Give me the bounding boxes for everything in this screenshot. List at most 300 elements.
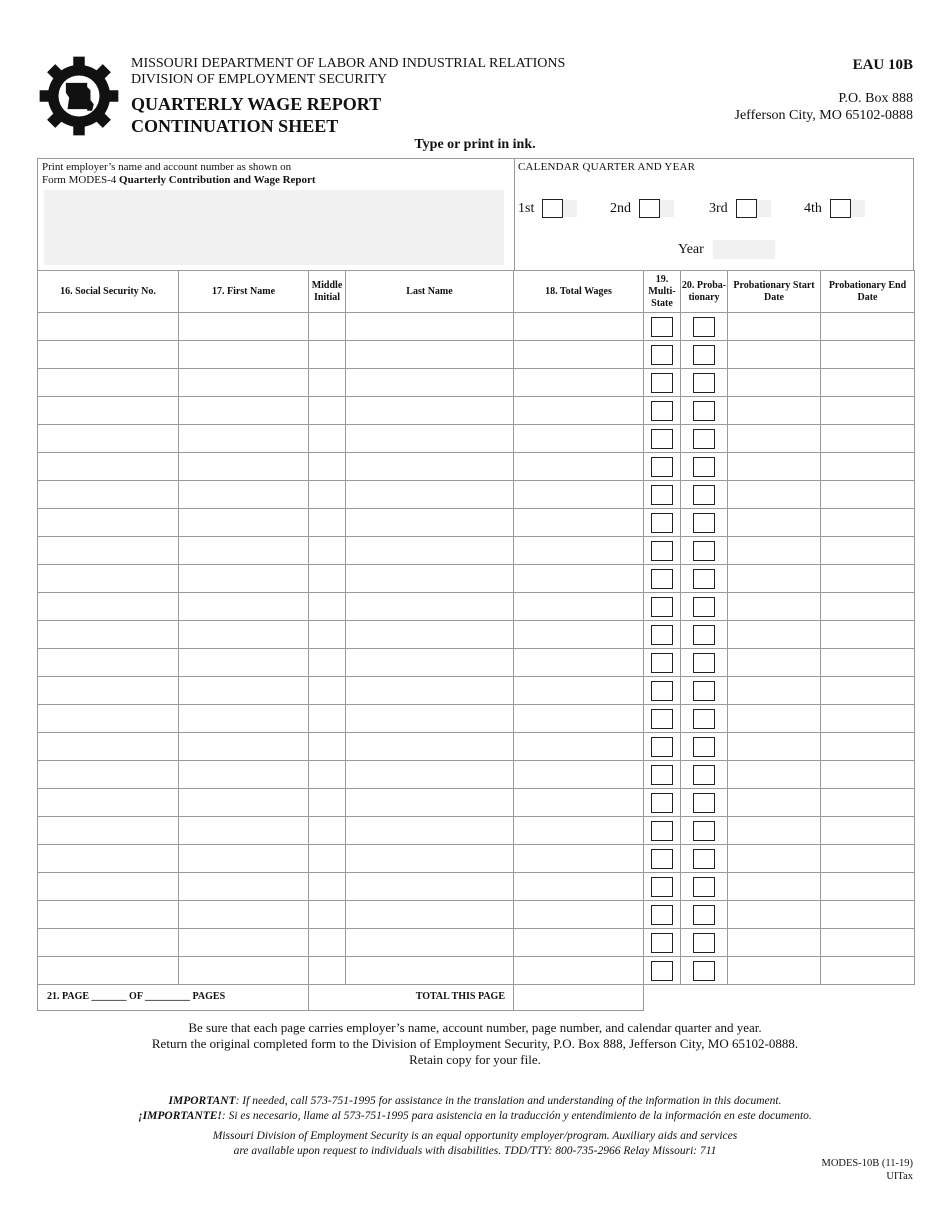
table-row <box>38 845 915 873</box>
ssn-cell[interactable] <box>38 677 179 705</box>
first-name-cell[interactable] <box>179 677 309 705</box>
probationary-cell[interactable] <box>681 369 728 397</box>
table-row <box>38 817 915 845</box>
probationary-cell[interactable] <box>681 761 728 789</box>
multi-state-cell[interactable] <box>644 341 681 369</box>
important-notice: IMPORTANT: If needed, call 573-751-1995 for assistance in the translation and understanding of the information in this document. ¡IMPORTANTE!: Si es necesario, llame al 573-751-1995 para asistencia en la traducción y entendimiento de la información en este documento. <box>138 1095 812 1122</box>
prob-end-date-cell[interactable] <box>821 649 915 677</box>
ssn-cell[interactable] <box>38 537 179 565</box>
prob-end-date-cell[interactable] <box>821 957 915 985</box>
first-name-cell[interactable] <box>179 817 309 845</box>
prob-end-date-cell[interactable] <box>821 677 915 705</box>
multi-state-cell[interactable] <box>644 397 681 425</box>
quarter-4th-checkbox[interactable] <box>830 199 851 218</box>
middle-initial-cell[interactable] <box>309 313 346 341</box>
middle-initial-cell[interactable] <box>309 789 346 817</box>
middle-initial-cell[interactable] <box>309 537 346 565</box>
prob-start-date-cell[interactable] <box>728 397 821 425</box>
table-row <box>38 649 915 677</box>
middle-initial-cell[interactable] <box>309 453 346 481</box>
probationary-checkbox[interactable] <box>693 737 715 757</box>
total-wages-cell[interactable] <box>514 481 644 509</box>
middle-initial-cell[interactable] <box>309 397 346 425</box>
first-name-cell[interactable] <box>179 957 309 985</box>
ssn-cell[interactable] <box>38 341 179 369</box>
probationary-cell[interactable] <box>681 509 728 537</box>
probationary-checkbox[interactable] <box>693 345 715 365</box>
last-name-cell[interactable] <box>346 565 514 593</box>
middle-initial-cell[interactable] <box>309 677 346 705</box>
ssn-cell[interactable] <box>38 705 179 733</box>
total-wages-cell[interactable] <box>514 677 644 705</box>
employer-name-account-field[interactable] <box>44 190 504 265</box>
probationary-cell[interactable] <box>681 789 728 817</box>
table-row <box>38 677 915 705</box>
probationary-cell[interactable] <box>681 705 728 733</box>
total-wages-cell[interactable] <box>514 397 644 425</box>
probationary-cell[interactable] <box>681 313 728 341</box>
middle-initial-cell[interactable] <box>309 509 346 537</box>
total-wages-cell[interactable] <box>514 817 644 845</box>
first-name-cell[interactable] <box>179 537 309 565</box>
employer-instruction: Print employer’s name and account number as shown on Form MODES-4 Quarterly Contribution and Wage Report <box>42 161 316 186</box>
prob-end-date-cell[interactable] <box>821 705 915 733</box>
last-name-cell[interactable] <box>346 313 514 341</box>
last-name-cell[interactable] <box>346 621 514 649</box>
prob-start-date-cell[interactable] <box>728 481 821 509</box>
first-name-cell[interactable] <box>179 789 309 817</box>
multi-state-checkbox[interactable] <box>651 401 673 421</box>
prob-start-date-cell[interactable] <box>728 957 821 985</box>
last-name-cell[interactable] <box>346 733 514 761</box>
last-name-cell[interactable] <box>346 509 514 537</box>
ssn-cell[interactable] <box>38 929 179 957</box>
total-wages-cell[interactable] <box>514 873 644 901</box>
table-row <box>38 537 915 565</box>
middle-initial-cell[interactable] <box>309 425 346 453</box>
multi-state-checkbox[interactable] <box>651 737 673 757</box>
middle-initial-cell[interactable] <box>309 873 346 901</box>
first-name-cell[interactable] <box>179 369 309 397</box>
total-wages-cell[interactable] <box>514 845 644 873</box>
ssn-cell[interactable] <box>38 453 179 481</box>
probationary-checkbox[interactable] <box>693 653 715 673</box>
prob-start-date-cell[interactable] <box>728 817 821 845</box>
prob-end-date-cell[interactable] <box>821 817 915 845</box>
prob-start-date-cell[interactable] <box>728 677 821 705</box>
ssn-cell[interactable] <box>38 369 179 397</box>
prob-end-date-cell[interactable] <box>821 845 915 873</box>
middle-initial-cell[interactable] <box>309 705 346 733</box>
ssn-cell[interactable] <box>38 621 179 649</box>
table-row <box>38 565 915 593</box>
prob-start-date-cell[interactable] <box>728 845 821 873</box>
probationary-checkbox[interactable] <box>693 541 715 561</box>
quarter-3rd-option[interactable]: 3rd <box>709 199 771 218</box>
first-name-cell[interactable] <box>179 761 309 789</box>
multi-state-cell[interactable] <box>644 537 681 565</box>
prob-start-date-cell[interactable] <box>728 565 821 593</box>
ssn-cell[interactable] <box>38 957 179 985</box>
prob-end-date-cell[interactable] <box>821 761 915 789</box>
multi-state-checkbox[interactable] <box>651 821 673 841</box>
multi-state-checkbox[interactable] <box>651 373 673 393</box>
middle-initial-cell[interactable] <box>309 957 346 985</box>
prob-start-date-cell[interactable] <box>728 873 821 901</box>
multi-state-cell[interactable] <box>644 957 681 985</box>
middle-initial-cell[interactable] <box>309 761 346 789</box>
prob-start-date-cell[interactable] <box>728 313 821 341</box>
multi-state-checkbox[interactable] <box>651 317 673 337</box>
last-name-cell[interactable] <box>346 537 514 565</box>
prob-start-date-cell[interactable] <box>728 901 821 929</box>
multi-state-cell[interactable] <box>644 789 681 817</box>
ssn-cell[interactable] <box>38 593 179 621</box>
multi-state-cell[interactable] <box>644 705 681 733</box>
last-name-cell[interactable] <box>346 481 514 509</box>
quarter-1st-option[interactable]: 1st <box>518 199 577 218</box>
multi-state-cell[interactable] <box>644 733 681 761</box>
prob-start-date-cell[interactable] <box>728 425 821 453</box>
first-name-cell[interactable] <box>179 341 309 369</box>
total-wages-cell[interactable] <box>514 369 644 397</box>
multi-state-cell[interactable] <box>644 649 681 677</box>
probationary-checkbox[interactable] <box>693 429 715 449</box>
multi-state-checkbox[interactable] <box>651 793 673 813</box>
total-wages-cell[interactable] <box>514 313 644 341</box>
probationary-checkbox[interactable] <box>693 401 715 421</box>
probationary-checkbox[interactable] <box>693 373 715 393</box>
multi-state-cell[interactable] <box>644 901 681 929</box>
multi-state-cell[interactable] <box>644 453 681 481</box>
middle-initial-cell[interactable] <box>309 565 346 593</box>
probationary-cell[interactable] <box>681 929 728 957</box>
prob-end-date-cell[interactable] <box>821 341 915 369</box>
multi-state-checkbox[interactable] <box>651 933 673 953</box>
prob-start-date-cell[interactable] <box>728 453 821 481</box>
probationary-checkbox[interactable] <box>693 709 715 729</box>
middle-initial-cell[interactable] <box>309 733 346 761</box>
table-row <box>38 593 915 621</box>
last-name-cell[interactable] <box>346 453 514 481</box>
ssn-cell[interactable] <box>38 761 179 789</box>
prob-start-date-cell[interactable] <box>728 789 821 817</box>
division-name: DIVISION OF EMPLOYMENT SECURITY <box>131 72 388 87</box>
prob-end-date-cell[interactable] <box>821 313 915 341</box>
multi-state-checkbox[interactable] <box>651 961 673 981</box>
probationary-cell[interactable] <box>681 621 728 649</box>
multi-state-cell[interactable] <box>644 873 681 901</box>
last-name-cell[interactable] <box>346 901 514 929</box>
multi-state-checkbox[interactable] <box>651 541 673 561</box>
ssn-cell[interactable] <box>38 817 179 845</box>
middle-initial-cell[interactable] <box>309 341 346 369</box>
middle-initial-cell[interactable] <box>309 929 346 957</box>
multi-state-cell[interactable] <box>644 817 681 845</box>
ssn-cell[interactable] <box>38 425 179 453</box>
first-name-cell[interactable] <box>179 929 309 957</box>
year-input[interactable] <box>713 240 775 259</box>
probationary-checkbox[interactable] <box>693 317 715 337</box>
total-wages-cell[interactable] <box>514 733 644 761</box>
quarter-1st-checkbox[interactable] <box>542 199 563 218</box>
middle-initial-cell[interactable] <box>309 845 346 873</box>
multi-state-checkbox[interactable] <box>651 905 673 925</box>
last-name-cell[interactable] <box>346 341 514 369</box>
multi-state-cell[interactable] <box>644 761 681 789</box>
col-first-name: 17. First Name <box>179 271 309 313</box>
total-wages-cell[interactable] <box>514 341 644 369</box>
last-name-cell[interactable] <box>346 761 514 789</box>
probationary-cell[interactable] <box>681 733 728 761</box>
probationary-cell[interactable] <box>681 873 728 901</box>
last-name-cell[interactable] <box>346 789 514 817</box>
quarter-4th-option[interactable]: 4th <box>804 199 865 218</box>
ssn-cell[interactable] <box>38 733 179 761</box>
first-name-cell[interactable] <box>179 509 309 537</box>
probationary-checkbox[interactable] <box>693 513 715 533</box>
probationary-checkbox[interactable] <box>693 485 715 505</box>
wage-table-body <box>38 313 915 985</box>
first-name-cell[interactable] <box>179 313 309 341</box>
first-name-cell[interactable] <box>179 481 309 509</box>
prob-start-date-cell[interactable] <box>728 537 821 565</box>
multi-state-checkbox[interactable] <box>651 513 673 533</box>
ssn-cell[interactable] <box>38 481 179 509</box>
middle-initial-cell[interactable] <box>309 621 346 649</box>
ssn-cell[interactable] <box>38 509 179 537</box>
quarter-2nd-option[interactable]: 2nd <box>610 199 674 218</box>
ssn-cell[interactable] <box>38 873 179 901</box>
prob-start-date-cell[interactable] <box>728 649 821 677</box>
first-name-cell[interactable] <box>179 565 309 593</box>
probationary-cell[interactable] <box>681 845 728 873</box>
first-name-cell[interactable] <box>179 397 309 425</box>
probationary-cell[interactable] <box>681 341 728 369</box>
ssn-cell[interactable] <box>38 313 179 341</box>
multi-state-checkbox[interactable] <box>651 709 673 729</box>
probationary-cell[interactable] <box>681 901 728 929</box>
last-name-cell[interactable] <box>346 425 514 453</box>
quarter-2nd-checkbox[interactable] <box>639 199 660 218</box>
ssn-cell[interactable] <box>38 845 179 873</box>
last-name-cell[interactable] <box>346 705 514 733</box>
prob-start-date-cell[interactable] <box>728 593 821 621</box>
probationary-checkbox[interactable] <box>693 905 715 925</box>
probationary-checkbox[interactable] <box>693 793 715 813</box>
prob-end-date-cell[interactable] <box>821 453 915 481</box>
total-wages-cell[interactable] <box>514 537 644 565</box>
ssn-cell[interactable] <box>38 649 179 677</box>
quarter-3rd-checkbox[interactable] <box>736 199 757 218</box>
employer-quarter-section <box>37 158 914 271</box>
multi-state-cell[interactable] <box>644 425 681 453</box>
first-name-cell[interactable] <box>179 733 309 761</box>
multi-state-checkbox[interactable] <box>651 457 673 477</box>
middle-initial-cell[interactable] <box>309 901 346 929</box>
probationary-checkbox[interactable] <box>693 877 715 897</box>
middle-initial-cell[interactable] <box>309 649 346 677</box>
total-wages-cell[interactable] <box>514 929 644 957</box>
prob-end-date-cell[interactable] <box>821 621 915 649</box>
probationary-cell[interactable] <box>681 957 728 985</box>
total-wages-cell[interactable] <box>514 761 644 789</box>
prob-end-date-cell[interactable] <box>821 397 915 425</box>
multi-state-checkbox[interactable] <box>651 569 673 589</box>
multi-state-checkbox[interactable] <box>651 485 673 505</box>
multi-state-cell[interactable] <box>644 929 681 957</box>
prob-start-date-cell[interactable] <box>728 509 821 537</box>
first-name-cell[interactable] <box>179 425 309 453</box>
first-name-cell[interactable] <box>179 901 309 929</box>
multi-state-checkbox[interactable] <box>651 653 673 673</box>
last-name-cell[interactable] <box>346 957 514 985</box>
prob-end-date-cell[interactable] <box>821 929 915 957</box>
probationary-cell[interactable] <box>681 537 728 565</box>
prob-end-date-cell[interactable] <box>821 509 915 537</box>
prob-start-date-cell[interactable] <box>728 733 821 761</box>
multi-state-checkbox[interactable] <box>651 681 673 701</box>
probationary-cell[interactable] <box>681 425 728 453</box>
probationary-checkbox[interactable] <box>693 765 715 785</box>
multi-state-checkbox[interactable] <box>651 625 673 645</box>
col-prob-start-date: Probationary Start Date <box>728 271 821 313</box>
probationary-checkbox[interactable] <box>693 961 715 981</box>
multi-state-cell[interactable] <box>644 369 681 397</box>
prob-end-date-cell[interactable] <box>821 369 915 397</box>
probationary-checkbox[interactable] <box>693 849 715 869</box>
submission-notes: Be sure that each page carries employer’s name, account number, page number, and calendar quarter and year. Return the original completed form to the Division of Employment Security, P.O. Box 888, Jefferson City, MO 65102-0888. Retain copy for your file. <box>151 1020 799 1067</box>
multi-state-checkbox[interactable] <box>651 345 673 365</box>
last-name-cell[interactable] <box>346 397 514 425</box>
middle-initial-cell[interactable] <box>309 817 346 845</box>
total-wages-cell[interactable] <box>514 453 644 481</box>
multi-state-cell[interactable] <box>644 481 681 509</box>
last-name-cell[interactable] <box>346 369 514 397</box>
multi-state-cell[interactable] <box>644 565 681 593</box>
prob-start-date-cell[interactable] <box>728 705 821 733</box>
probationary-cell[interactable] <box>681 481 728 509</box>
prob-start-date-cell[interactable] <box>728 761 821 789</box>
multi-state-checkbox[interactable] <box>651 597 673 617</box>
total-wages-cell[interactable] <box>514 593 644 621</box>
first-name-cell[interactable] <box>179 845 309 873</box>
first-name-cell[interactable] <box>179 705 309 733</box>
last-name-cell[interactable] <box>346 845 514 873</box>
probationary-checkbox[interactable] <box>693 625 715 645</box>
prob-start-date-cell[interactable] <box>728 621 821 649</box>
ssn-cell[interactable] <box>38 397 179 425</box>
first-name-cell[interactable] <box>179 621 309 649</box>
total-wages-cell[interactable] <box>514 789 644 817</box>
prob-start-date-cell[interactable] <box>728 369 821 397</box>
prob-end-date-cell[interactable] <box>821 733 915 761</box>
multi-state-checkbox[interactable] <box>651 877 673 897</box>
total-wages-cell[interactable] <box>514 509 644 537</box>
prob-end-date-cell[interactable] <box>821 537 915 565</box>
ssn-cell[interactable] <box>38 789 179 817</box>
total-this-page-field[interactable] <box>513 983 644 1011</box>
col-total-wages: 18. Total Wages <box>514 271 644 313</box>
ssn-cell[interactable] <box>38 565 179 593</box>
middle-initial-cell[interactable] <box>309 481 346 509</box>
probationary-checkbox[interactable] <box>693 933 715 953</box>
prob-end-date-cell[interactable] <box>821 789 915 817</box>
total-wages-cell[interactable] <box>514 649 644 677</box>
multi-state-cell[interactable] <box>644 845 681 873</box>
prob-end-date-cell[interactable] <box>821 901 915 929</box>
multi-state-cell[interactable] <box>644 621 681 649</box>
last-name-cell[interactable] <box>346 929 514 957</box>
total-this-page-label: TOTAL THIS PAGE <box>308 983 514 1011</box>
col-middle-initial: Middle Initial <box>309 271 346 313</box>
page-count-field[interactable]: 21. PAGE _______ OF _________ PAGES <box>37 983 309 1011</box>
probationary-cell[interactable] <box>681 593 728 621</box>
probationary-checkbox[interactable] <box>693 457 715 477</box>
probationary-checkbox[interactable] <box>693 569 715 589</box>
multi-state-cell[interactable] <box>644 313 681 341</box>
equal-opportunity-statement: Missouri Division of Employment Security is an equal opportunity employer/program. Auxiliary aids and services are available upon request to individuals with disabilities. TDD/TTY: 800-735-2966 Relay Missouri: 711 <box>212 1130 738 1157</box>
probationary-cell[interactable] <box>681 649 728 677</box>
last-name-cell[interactable] <box>346 817 514 845</box>
total-wages-cell[interactable] <box>514 901 644 929</box>
total-wages-cell[interactable] <box>514 425 644 453</box>
first-name-cell[interactable] <box>179 649 309 677</box>
prob-start-date-cell[interactable] <box>728 929 821 957</box>
probationary-checkbox[interactable] <box>693 821 715 841</box>
form-subtitle: CONTINUATION SHEET <box>131 116 339 136</box>
first-name-cell[interactable] <box>179 593 309 621</box>
table-row <box>38 509 915 537</box>
probationary-cell[interactable] <box>681 677 728 705</box>
first-name-cell[interactable] <box>179 873 309 901</box>
multi-state-cell[interactable] <box>644 593 681 621</box>
total-wages-cell[interactable] <box>514 957 644 985</box>
probationary-cell[interactable] <box>681 565 728 593</box>
multi-state-cell[interactable] <box>644 509 681 537</box>
probationary-cell[interactable] <box>681 817 728 845</box>
ssn-cell[interactable] <box>38 901 179 929</box>
total-wages-cell[interactable] <box>514 565 644 593</box>
total-wages-cell[interactable] <box>514 621 644 649</box>
last-name-cell[interactable] <box>346 593 514 621</box>
middle-initial-cell[interactable] <box>309 369 346 397</box>
prob-end-date-cell[interactable] <box>821 425 915 453</box>
last-name-cell[interactable] <box>346 677 514 705</box>
section-divider <box>514 159 515 270</box>
middle-initial-cell[interactable] <box>309 593 346 621</box>
prob-start-date-cell[interactable] <box>728 341 821 369</box>
multi-state-checkbox[interactable] <box>651 849 673 869</box>
prob-end-date-cell[interactable] <box>821 873 915 901</box>
prob-end-date-cell[interactable] <box>821 593 915 621</box>
last-name-cell[interactable] <box>346 873 514 901</box>
multi-state-checkbox[interactable] <box>651 765 673 785</box>
probationary-cell[interactable] <box>681 397 728 425</box>
col-ssn: 16. Social Security No. <box>38 271 179 313</box>
probationary-cell[interactable] <box>681 453 728 481</box>
multi-state-cell[interactable] <box>644 677 681 705</box>
first-name-cell[interactable] <box>179 453 309 481</box>
probationary-checkbox[interactable] <box>693 597 715 617</box>
prob-end-date-cell[interactable] <box>821 565 915 593</box>
prob-end-date-cell[interactable] <box>821 481 915 509</box>
table-row <box>38 313 915 341</box>
probationary-checkbox[interactable] <box>693 681 715 701</box>
multi-state-checkbox[interactable] <box>651 429 673 449</box>
total-wages-cell[interactable] <box>514 705 644 733</box>
last-name-cell[interactable] <box>346 649 514 677</box>
